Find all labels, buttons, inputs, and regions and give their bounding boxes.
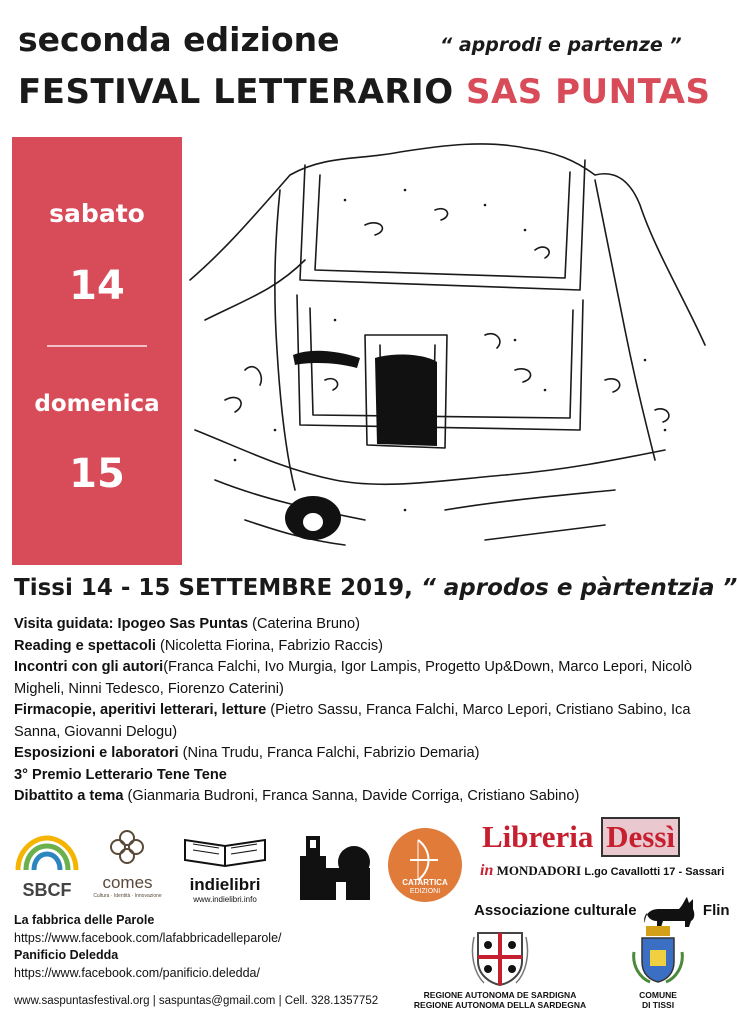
- contacts-footer[interactable]: www.saspuntasfestival.org | saspuntas@gmail.com | Cell. 328.1357752: [14, 995, 379, 1007]
- day2-name: domenica: [34, 391, 160, 417]
- edition-heading: seconda edizione: [18, 20, 340, 59]
- indielibri-logo: indielibri www.indielibri.info: [175, 830, 275, 905]
- program-item: Reading e spettacoli (Nicoletta Fiorina, Fabrizio Raccis): [14, 637, 383, 654]
- regione-label: REGIONE AUTONOMA DE SARDIGNA REGIONE AUTONOMA DELLA SARDEGNA: [413, 990, 587, 1010]
- program-list: [14, 614, 714, 808]
- program-item: Visita guidata: Ipogeo Sas Puntas (Caterina Bruno): [14, 616, 361, 632]
- festival-title-name: SAS PUNTAS: [465, 72, 711, 112]
- associazione-flin: Associazione culturale Flin: [474, 893, 730, 929]
- program-item: Dibattito a tema (Gianmaria Budroni, Franca Sanna, Davide Corriga, Cristiano Sabino): [14, 788, 580, 804]
- program-item: Incontri con gli autori(Franca Falchi, Ivo Murgia, Igor Lampis, Progetto Up&Down, Marco Lepori, Nicolò Migheli, Ninni Tedesco, Fiorenzo Caterini): [14, 659, 693, 697]
- panificio-link[interactable]: https://www.facebook.com/panificio.deledda/: [14, 965, 260, 980]
- day1-name: sabato: [49, 199, 145, 228]
- fabbrica-label: La fabbrica delle Parole: [14, 913, 155, 927]
- libreria-label: Libreria: [482, 819, 594, 854]
- open-book-icon: [175, 830, 275, 870]
- fabbrica-link[interactable]: https://www.facebook.com/lafabbricadelleparole/: [14, 930, 282, 945]
- libreria-dessi-logo: [482, 817, 680, 857]
- church-logo: [292, 826, 377, 904]
- festival-title: [18, 72, 710, 112]
- hypogeum-illustration: [185, 130, 715, 570]
- date-divider: [47, 345, 147, 347]
- comune-label: COMUNE DI TISSI: [639, 990, 677, 1010]
- event-date-line: [14, 575, 737, 601]
- event-motto: “ aprodos e pàrtentzia ”: [420, 575, 737, 601]
- comes-icon: [90, 826, 165, 868]
- tagline: “ approdi e partenze ”: [440, 34, 682, 56]
- program-item: 3° Premio Letterario Tene Tene: [14, 766, 227, 783]
- sbcf-icon: [14, 830, 80, 875]
- mondadori-line: in MONDADORI L.go Cavallotti 17 - Sassari: [480, 862, 725, 879]
- regione-crest-icon: [470, 925, 530, 987]
- date-panel: [12, 137, 182, 565]
- church-icon: [292, 826, 377, 904]
- catartica-logo: CATARTICA EDIZIONI: [386, 826, 464, 904]
- dessi-label: Dessì: [601, 817, 680, 857]
- program-item: Esposizioni e laboratori (Nina Trudu, Franca Falchi, Fabrizio Demaria): [14, 745, 480, 761]
- comes-logo: comes Cultura · Identità · Innovazione: [90, 826, 165, 906]
- festival-title-prefix: FESTIVAL LETTERARIO: [18, 72, 454, 112]
- panificio-label: Panificio Deledda: [14, 948, 119, 962]
- event-place-date: Tissi 14 - 15 SETTEMBRE 2019,: [14, 575, 413, 601]
- sbcf-logo: SBCF: [14, 830, 80, 905]
- social-links: [14, 912, 282, 982]
- day1-number: 14: [69, 263, 125, 309]
- program-item: Firmacopie, aperitivi letterari, letture (Pietro Sassu, Franca Falchi, Marco Lepori, Cristiano Sabino, Ica Sanna, Giovanni Delogu): [14, 702, 691, 740]
- comune-crest-icon: [630, 922, 686, 986]
- day2-number: 15: [69, 451, 125, 497]
